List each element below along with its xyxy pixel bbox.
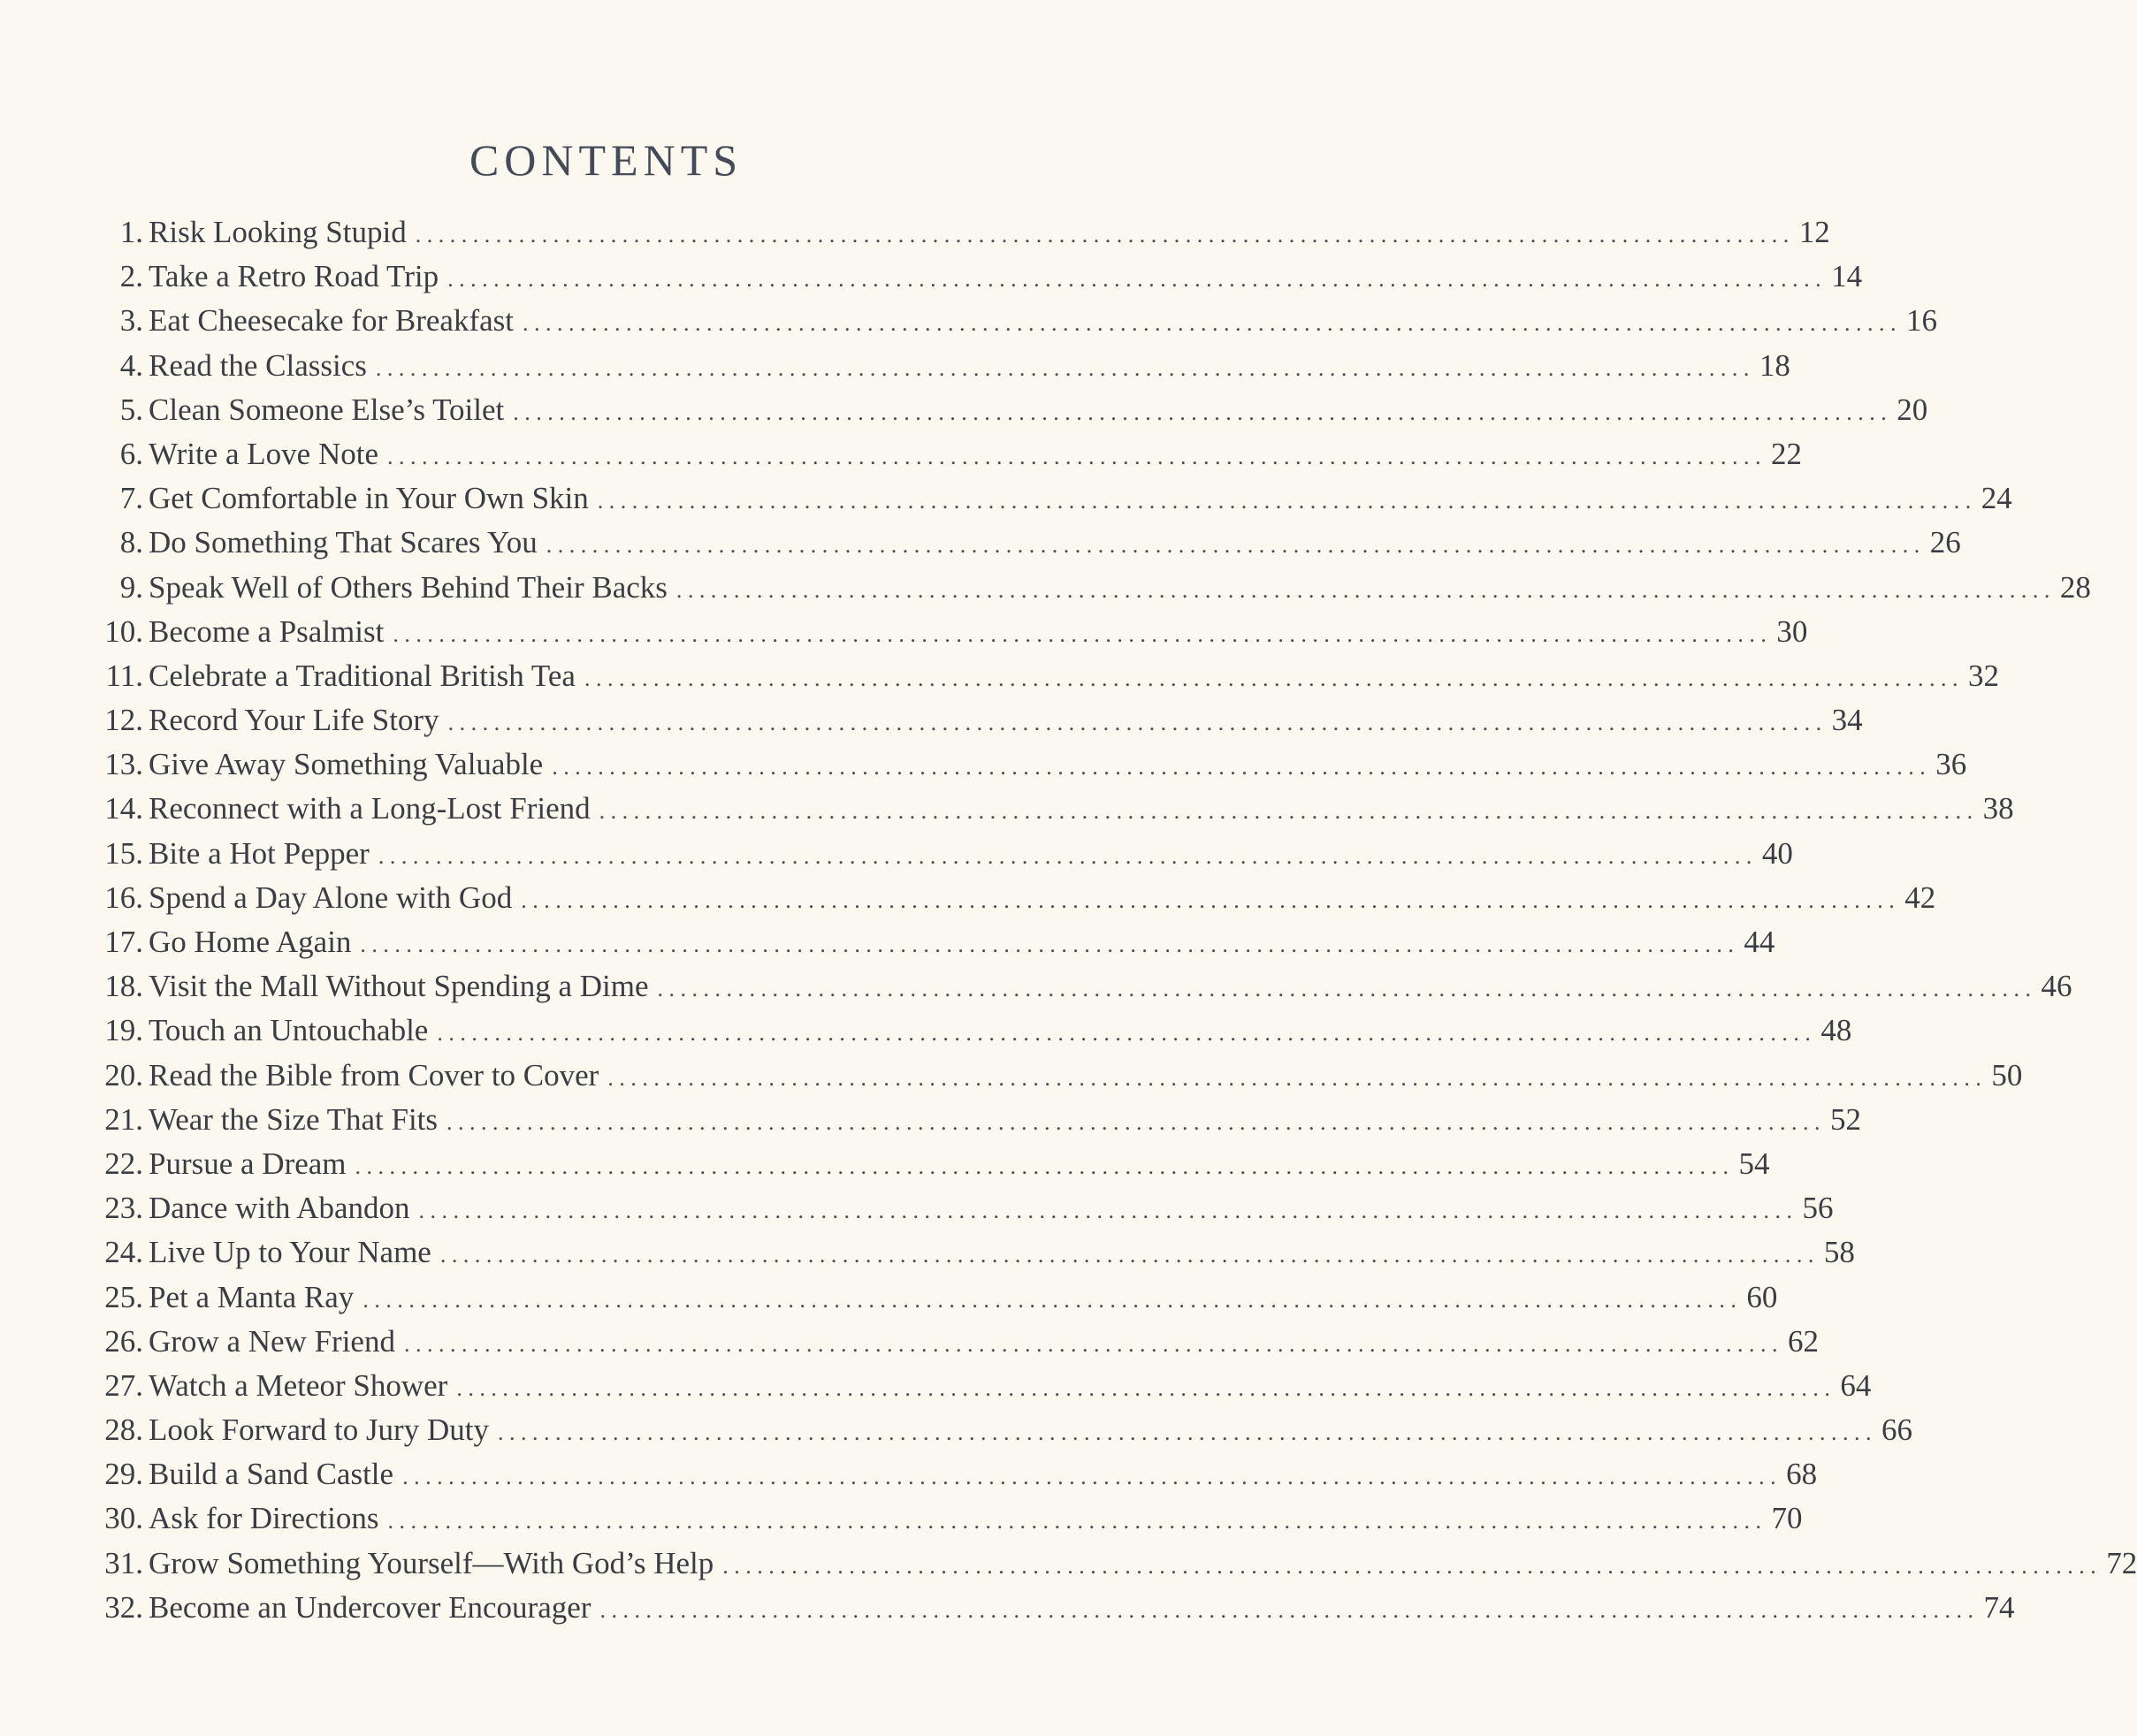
dot-leader: ........................................................................................................................ (415, 222, 1795, 247)
toc-entry[interactable] (88, 1586, 2015, 1630)
entry-page: 20 (1897, 392, 1928, 427)
dot-leader: ........................................................................................................................ (387, 1508, 1767, 1534)
entry-title: Read the Bible from Cover to Cover (149, 1057, 599, 1093)
dot-leader: ........................................................................................................................ (599, 1596, 1980, 1623)
dot-leader: ........................................................................................................................ (722, 1552, 2103, 1579)
toc-entry[interactable] (88, 566, 2091, 610)
entry-page: 34 (1831, 703, 1863, 738)
entry-number: 29. (104, 1457, 143, 1492)
entry-title: Watch a Meteor Shower (149, 1367, 448, 1403)
toc-entry[interactable] (88, 476, 2012, 521)
entry-page: 42 (1904, 879, 1936, 915)
entry-number: 16. (104, 879, 143, 915)
entry-title: Eat Cheesecake for Breakfast (149, 303, 514, 339)
entry-number: 25. (104, 1279, 143, 1314)
entry-page: 70 (1771, 1501, 1803, 1536)
toc-entry[interactable] (88, 1098, 1862, 1142)
toc-entry[interactable] (88, 610, 1808, 654)
dot-leader: ........................................................................................................................ (387, 443, 1767, 469)
entry-number: 30. (104, 1501, 143, 1536)
entry-page: 30 (1776, 613, 1808, 649)
entry-number: 22. (104, 1146, 143, 1181)
toc-entry[interactable] (88, 388, 1928, 432)
entry-page: 16 (1905, 303, 1937, 339)
entry-number: 12. (104, 703, 143, 738)
toc-entry[interactable] (88, 1275, 1778, 1320)
toc-entry[interactable] (88, 787, 2014, 831)
entry-title: Wear the Size That Fits (149, 1101, 439, 1137)
entry-page: 40 (1761, 835, 1793, 871)
toc-entry[interactable] (88, 1542, 2137, 1586)
entry-title: Risk Looking Stupid (149, 215, 407, 249)
entry-page: 50 (1991, 1057, 2023, 1093)
toc-entry[interactable] (88, 742, 1967, 787)
entry-title: Write a Love Note (149, 436, 379, 471)
entry-number: 15. (104, 835, 143, 871)
entry-title: Record Your Life Story (149, 703, 439, 738)
entry-page: 14 (1831, 259, 1863, 294)
entry-page: 26 (1929, 525, 1961, 560)
entry-title: Touch an Untouchable (149, 1013, 429, 1048)
dot-leader: ........................................................................................................................ (597, 488, 1977, 514)
entry-number: 19. (104, 1013, 143, 1048)
entry-title: Live Up to Your Name (149, 1235, 431, 1270)
entry-number: 8. (119, 525, 143, 560)
entry-title: Become an Undercover Encourager (149, 1589, 591, 1625)
entry-title: Clean Someone Else’s Toilet (149, 392, 505, 427)
entry-page: 24 (1981, 481, 2012, 516)
dot-leader: ........................................................................................................................ (378, 842, 1758, 869)
entry-title: Visit the Mall Without Spending a Dime (149, 969, 649, 1004)
entry-title: Give Away Something Valuable (149, 747, 544, 782)
toc-entry[interactable] (88, 1496, 1803, 1541)
dot-leader: ........................................................................................................................ (584, 665, 1964, 691)
entry-number: 13. (104, 747, 143, 782)
dot-leader: ........................................................................................................................ (355, 1153, 1735, 1179)
toc-entry[interactable] (88, 1009, 1852, 1053)
entry-page: 62 (1787, 1323, 1819, 1359)
entry-page: 46 (2041, 969, 2072, 1004)
dot-leader: ........................................................................................................................ (437, 1020, 1817, 1047)
dot-leader: ........................................................................................................................ (360, 932, 1740, 957)
dot-leader: ........................................................................................................................ (513, 399, 1893, 425)
entry-page: 72 (2106, 1545, 2137, 1580)
entry-page: 32 (1967, 658, 1999, 693)
entry-page: 54 (1738, 1146, 1770, 1181)
page-title: CONTENTS (469, 134, 744, 185)
entry-page: 56 (1802, 1191, 1834, 1226)
toc-entry[interactable] (88, 1320, 1819, 1364)
dot-leader: ........................................................................................................................ (402, 1464, 1782, 1490)
entry-title: Do Something That Scares You (149, 525, 538, 560)
entry-number: 10. (104, 613, 143, 649)
entry-page: 68 (1786, 1457, 1818, 1492)
entry-page: 60 (1746, 1279, 1778, 1314)
toc-entry[interactable] (88, 344, 1790, 388)
entry-page: 28 (2059, 569, 2091, 605)
entry-title: Pet a Manta Ray (149, 1279, 355, 1314)
toc-entry[interactable] (88, 521, 1961, 565)
entry-number: 27. (104, 1367, 143, 1403)
entry-page: 44 (1744, 925, 1775, 959)
entry-title: Read the Classics (149, 347, 367, 383)
entry-title: Grow Something Yourself—With God’s Help (149, 1545, 714, 1580)
dot-leader: ........................................................................................................................ (607, 1064, 1988, 1091)
dot-leader: ........................................................................................................................ (375, 354, 1755, 381)
entry-number: 18. (104, 969, 143, 1004)
toc-entry[interactable] (88, 1142, 1770, 1186)
entry-page: 36 (1935, 747, 1967, 782)
dot-leader: ........................................................................................................................ (447, 266, 1828, 293)
entry-number: 17. (104, 925, 143, 959)
dot-leader: ........................................................................................................................ (363, 1286, 1743, 1313)
entry-title: Bite a Hot Pepper (149, 835, 370, 871)
toc-entry[interactable] (88, 1186, 1834, 1230)
entry-number: 3. (119, 303, 143, 339)
entry-title: Become a Psalmist (149, 613, 385, 649)
toc-entry[interactable] (88, 299, 1937, 343)
entry-number: 5. (119, 392, 143, 427)
entry-title: Dance with Abandon (149, 1191, 410, 1226)
entry-title: Get Comfortable in Your Own Skin (149, 481, 589, 516)
entry-number: 24. (104, 1235, 143, 1270)
toc-entry[interactable] (88, 1230, 1855, 1275)
entry-number: 1. (119, 215, 143, 249)
entry-number: 14. (104, 791, 143, 826)
entry-number: 9. (119, 569, 143, 605)
entry-title: Speak Well of Others Behind Their Backs (149, 569, 668, 605)
toc-entry[interactable] (88, 432, 1803, 476)
table-of-contents (88, 210, 2137, 1630)
dot-leader: ........................................................................................................................ (393, 621, 1773, 647)
dot-leader: ........................................................................................................................ (599, 798, 1979, 825)
toc-entry[interactable] (88, 1408, 1912, 1452)
entry-page: 22 (1771, 436, 1803, 471)
toc-entry[interactable] (88, 1364, 1872, 1408)
entry-title: Take a Retro Road Trip (149, 259, 439, 294)
toc-entry[interactable] (88, 832, 1793, 876)
dot-leader: ........................................................................................................................ (447, 710, 1828, 736)
toc-entry[interactable] (88, 876, 1936, 920)
dot-leader: ........................................................................................................................ (418, 1198, 1798, 1224)
dot-leader: ........................................................................................................................ (552, 754, 1932, 780)
dot-leader: ........................................................................................................................ (446, 1108, 1827, 1135)
dot-leader: ........................................................................................................................ (439, 1242, 1820, 1268)
entry-title: Go Home Again (149, 925, 352, 959)
entry-number: 20. (104, 1057, 143, 1093)
entry-number: 23. (104, 1191, 143, 1226)
entry-number: 32. (104, 1589, 143, 1625)
dot-leader: ........................................................................................................................ (497, 1420, 1877, 1446)
entry-title: Reconnect with a Long-Lost Friend (149, 791, 591, 826)
entry-title: Ask for Directions (149, 1501, 379, 1536)
entry-number: 21. (104, 1101, 143, 1137)
entry-number: 28. (104, 1412, 143, 1448)
dot-leader: ........................................................................................................................ (675, 576, 2056, 603)
entry-page: 66 (1881, 1412, 1912, 1448)
entry-number: 11. (105, 658, 143, 693)
dot-leader: ........................................................................................................................ (521, 887, 1901, 913)
entry-page: 64 (1840, 1367, 1872, 1403)
toc-entry[interactable] (88, 964, 2072, 1009)
dot-leader: ........................................................................................................................ (403, 1330, 1783, 1357)
entry-title: Pursue a Dream (149, 1146, 347, 1181)
entry-title: Build a Sand Castle (149, 1457, 394, 1492)
dot-leader: ........................................................................................................................ (657, 976, 2037, 1002)
entry-number: 31. (104, 1545, 143, 1580)
entry-title: Spend a Day Alone with God (149, 879, 513, 915)
dot-leader: ........................................................................................................................ (456, 1374, 1836, 1401)
toc-entry[interactable] (88, 1054, 2023, 1098)
entry-page: 18 (1759, 347, 1790, 383)
entry-number: 6. (119, 436, 143, 471)
toc-entry[interactable] (88, 210, 1830, 255)
entry-page: 74 (1983, 1589, 2015, 1625)
dot-leader: ........................................................................................................................ (546, 532, 1926, 559)
entry-page: 12 (1798, 215, 1830, 249)
toc-entry[interactable] (88, 920, 1775, 964)
entry-title: Grow a New Friend (149, 1323, 395, 1359)
entry-number: 4. (119, 347, 143, 383)
entry-page: 38 (1982, 791, 2014, 826)
entry-number: 7. (119, 481, 143, 516)
entry-number: 2. (119, 259, 143, 294)
entry-title: Celebrate a Traditional British Tea (149, 658, 576, 693)
toc-entry[interactable] (88, 1452, 1818, 1496)
entry-title: Look Forward to Jury Duty (149, 1412, 489, 1448)
toc-entry[interactable] (88, 698, 1863, 742)
toc-entry[interactable] (88, 255, 1863, 299)
entry-page: 52 (1830, 1101, 1862, 1137)
entry-page: 58 (1823, 1235, 1855, 1270)
dot-leader: ........................................................................................................................ (522, 310, 1902, 337)
entry-page: 48 (1820, 1013, 1852, 1048)
toc-entry[interactable] (88, 654, 1999, 698)
entry-number: 26. (104, 1323, 143, 1359)
